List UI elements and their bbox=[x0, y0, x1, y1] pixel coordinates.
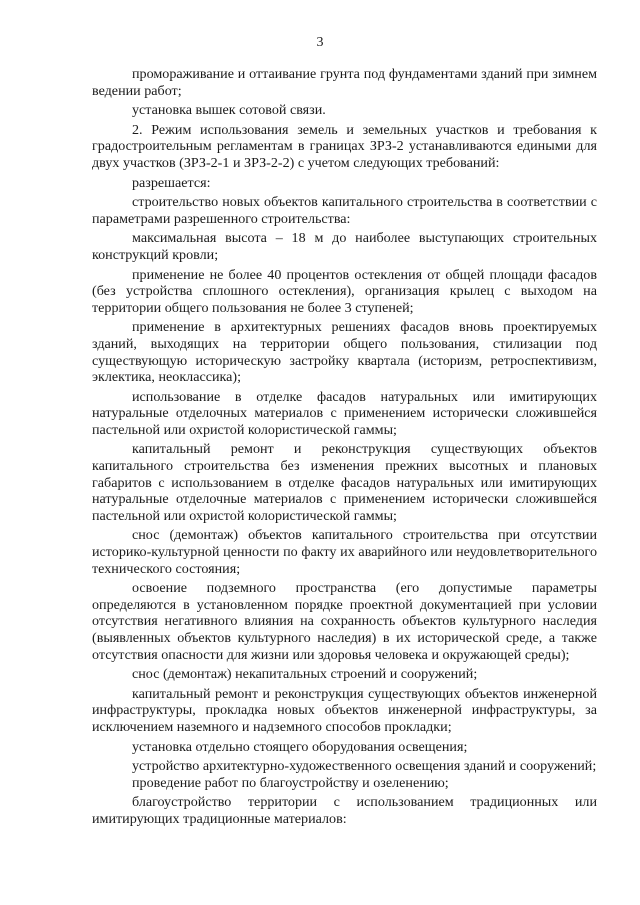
document-body bbox=[92, 66, 597, 828]
paragraph-14: капитальный ремонт и реконструкция существующих объектов инженерной инфраструктуры, прокладка новых объектов инженерной инфраструктуры, за исключением наземного и надземного способов прокладки; bbox=[92, 685, 597, 735]
paragraph-10: капитальный ремонт и реконструкция существующих объектов капитального строительства без изменения прежних высотных и плановых габаритов с использованием в отделке фасадов натуральных или имитирующих натуральные отделочные материалов с применением исторически сложившейся пастельной или охристой колористической гаммы; bbox=[92, 441, 597, 524]
paragraph-11: снос (демонтаж) объектов капитального строительства при отсутствии историко-культурной ценности по факту их аварийного или неудовлетворительного технического состояния; bbox=[92, 527, 597, 577]
paragraph-16: устройство архитектурно-художественного освещения зданий и сооружений; bbox=[132, 758, 597, 775]
paragraph-13: снос (демонтаж) некапитальных строений и сооружений; bbox=[132, 666, 478, 683]
paragraph-4: разрешается: bbox=[132, 174, 211, 191]
paragraph-6: максимальная высота – 18 м до наиболее выступающих строительных конструкций кровли; bbox=[92, 230, 597, 263]
paragraph-12: освоение подземного пространства (его допустимые параметры определяются в установленном порядке проектной документацией при условии отсутствия негативного влияния на сохранность объектов культурного наследия (выявленных объектов культурного наследия) в их исторической среде, а также отсутствия опасности для жизни или здоровья человека и окружающей среды); bbox=[92, 580, 597, 663]
paragraph-3: 2. Режим использования земель и земельных участков и требования к градостроительным регламентам в границах ЗРЗ-2 устанавливаются едиными для двух участков (ЗРЗ-2-1 и ЗРЗ-2-2) с учетом следующих требований: bbox=[92, 121, 597, 171]
paragraph-1: промораживание и оттаивание грунта под фундаментами зданий при зимнем ведении работ; bbox=[92, 66, 597, 99]
paragraph-15: установка отдельно стоящего оборудования освещения; bbox=[132, 738, 468, 755]
paragraph-8: применение в архитектурных решениях фасадов вновь проектируемых зданий, выходящих на территории общего пользования, стилизации под существующую историческую застройку квартала (историзм, ретроспективизм, эклектика, неоклассика); bbox=[92, 319, 597, 386]
paragraph-7: применение не более 40 процентов остекления от общей площади фасадов (без устройства сплошного остекления), организация крылец с выходом на территории общего пользования не более 3 ступеней; bbox=[92, 266, 597, 316]
paragraph-17: проведение работ по благоустройству и озеленению; bbox=[132, 774, 449, 791]
paragraph-18: благоустройство территории с использованием традиционных или имитирующих традиционные материалов: bbox=[92, 794, 597, 827]
page-number: 3 bbox=[316, 35, 324, 50]
paragraph-2: установка вышек сотовой связи. bbox=[132, 102, 326, 119]
paragraph-9: использование в отделке фасадов натуральных или имитирующих натуральные отделочных материалов с применением исторически сложившейся пастельной или охристой колористической гаммы; bbox=[92, 388, 597, 438]
paragraph-5: строительство новых объектов капитального строительства в соответствии с параметрами разрешенного строительства: bbox=[92, 194, 597, 227]
